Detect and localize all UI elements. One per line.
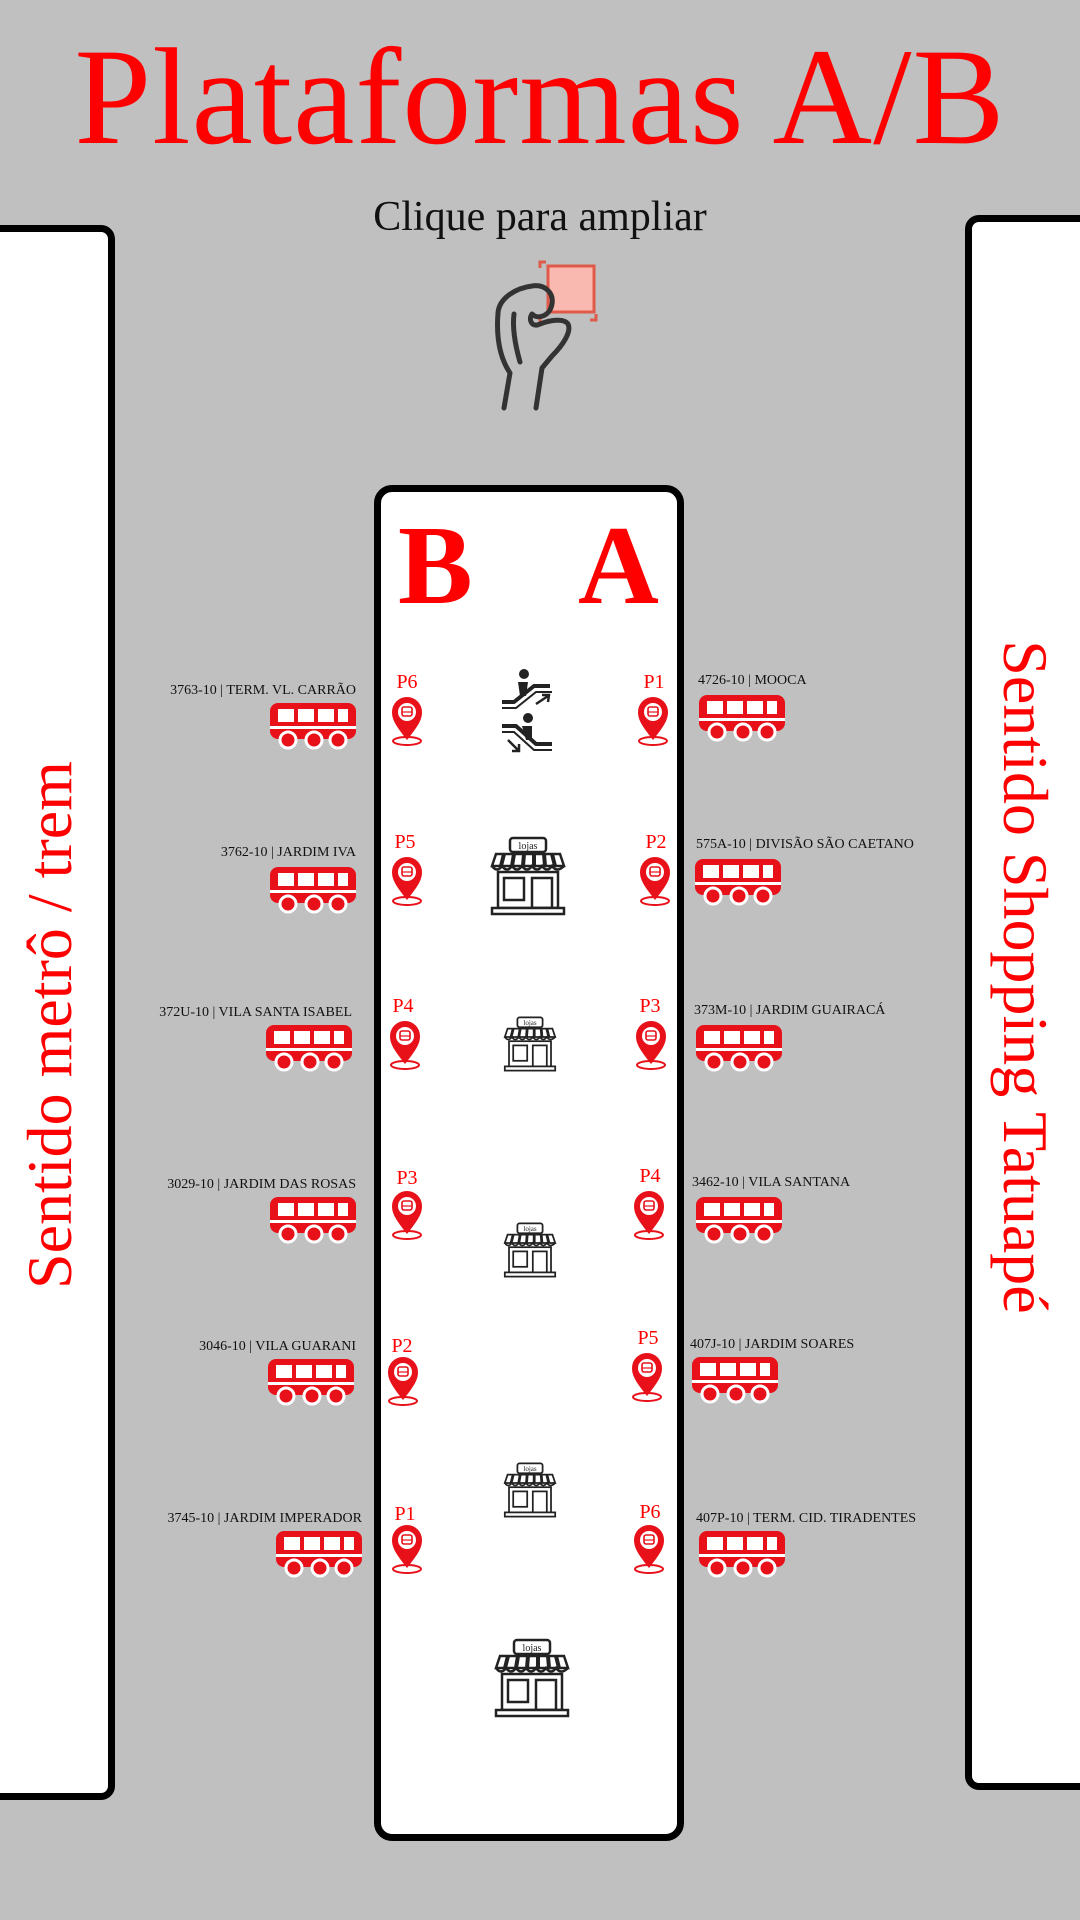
bay-label: P6 (396, 671, 418, 693)
route-label: 4726-10 | MOOCA (698, 673, 807, 688)
bus-icon (274, 1526, 364, 1578)
store-icon (502, 1222, 558, 1278)
bus-stop-pin-icon (630, 1352, 664, 1402)
bus-stop-pin-icon (386, 1356, 420, 1406)
bus-icon (693, 854, 783, 906)
bay-label: P6 (639, 1501, 661, 1523)
route-label: 575A-10 | DIVISÃO SÃO CAETANO (696, 837, 914, 852)
route-label: 372U-10 | VILA SANTA ISABEL (159, 1005, 352, 1020)
bus-icon (266, 1354, 356, 1406)
bus-stop-pin-icon (634, 1020, 668, 1070)
bay-label: P5 (637, 1327, 659, 1349)
route-label: 3046-10 | VILA GUARANI (199, 1339, 356, 1354)
bus-stop-pin-icon (390, 696, 424, 746)
bus-icon (694, 1020, 784, 1072)
store-icon (492, 1638, 572, 1718)
platform-b-letter: B (398, 504, 473, 628)
route-label: 407J-10 | JARDIM SOARES (690, 1337, 855, 1352)
bay-label: P3 (396, 1167, 418, 1189)
route-label: 3462-10 | VILA SANTANA (692, 1175, 851, 1190)
route-label: 373M-10 | JARDIM GUAIRACÁ (694, 1003, 886, 1018)
store-icon (502, 1462, 558, 1518)
bus-stop-pin-icon (390, 1524, 424, 1574)
bay-label: P3 (639, 995, 661, 1017)
bay-label: P5 (394, 831, 416, 853)
platform-a-letter: A (578, 504, 659, 628)
route-label: 3029-10 | JARDIM DAS ROSAS (167, 1177, 356, 1192)
bay-label: P4 (392, 995, 414, 1017)
route-label: 407P-10 | TERM. CID. TIRADENTES (696, 1511, 917, 1526)
escalator-icon (498, 668, 558, 758)
bus-icon (697, 690, 787, 742)
direction-label-right: Sentido Shopping Tatuapé (990, 640, 1061, 1314)
bus-stop-pin-icon (390, 1190, 424, 1240)
bus-stop-pin-icon (390, 856, 424, 906)
bus-stop-pin-icon (388, 1020, 422, 1070)
bus-stop-pin-icon (638, 856, 672, 906)
zoom-hint[interactable]: Clique para ampliar (373, 194, 707, 240)
direction-label-left: Sentido metrô / trem (14, 761, 85, 1289)
store-icon (502, 1016, 558, 1072)
bus-stop-pin-icon (632, 1524, 666, 1574)
bay-label: P2 (391, 1335, 413, 1357)
bus-icon (690, 1352, 780, 1404)
pinch-zoom-icon[interactable] (488, 258, 618, 418)
bus-icon (268, 1192, 358, 1244)
bay-label: P1 (394, 1503, 416, 1525)
bay-label: P4 (639, 1165, 661, 1187)
bay-label: P2 (645, 831, 667, 853)
bus-stop-pin-icon (636, 696, 670, 746)
bay-label: P1 (643, 671, 665, 693)
bus-stop-pin-icon (632, 1190, 666, 1240)
store-icon (488, 836, 568, 916)
route-label: 3763-10 | TERM. VL. CARRÃO (170, 683, 356, 698)
bus-icon (697, 1526, 787, 1578)
route-label: 3745-10 | JARDIM IMPERADOR (167, 1511, 362, 1526)
bus-icon (268, 698, 358, 750)
bus-icon (694, 1192, 784, 1244)
bus-icon (268, 862, 358, 914)
page-title: Plataformas A/B (74, 20, 1006, 173)
bus-icon (264, 1020, 354, 1072)
route-label: 3762-10 | JARDIM IVA (220, 845, 356, 860)
